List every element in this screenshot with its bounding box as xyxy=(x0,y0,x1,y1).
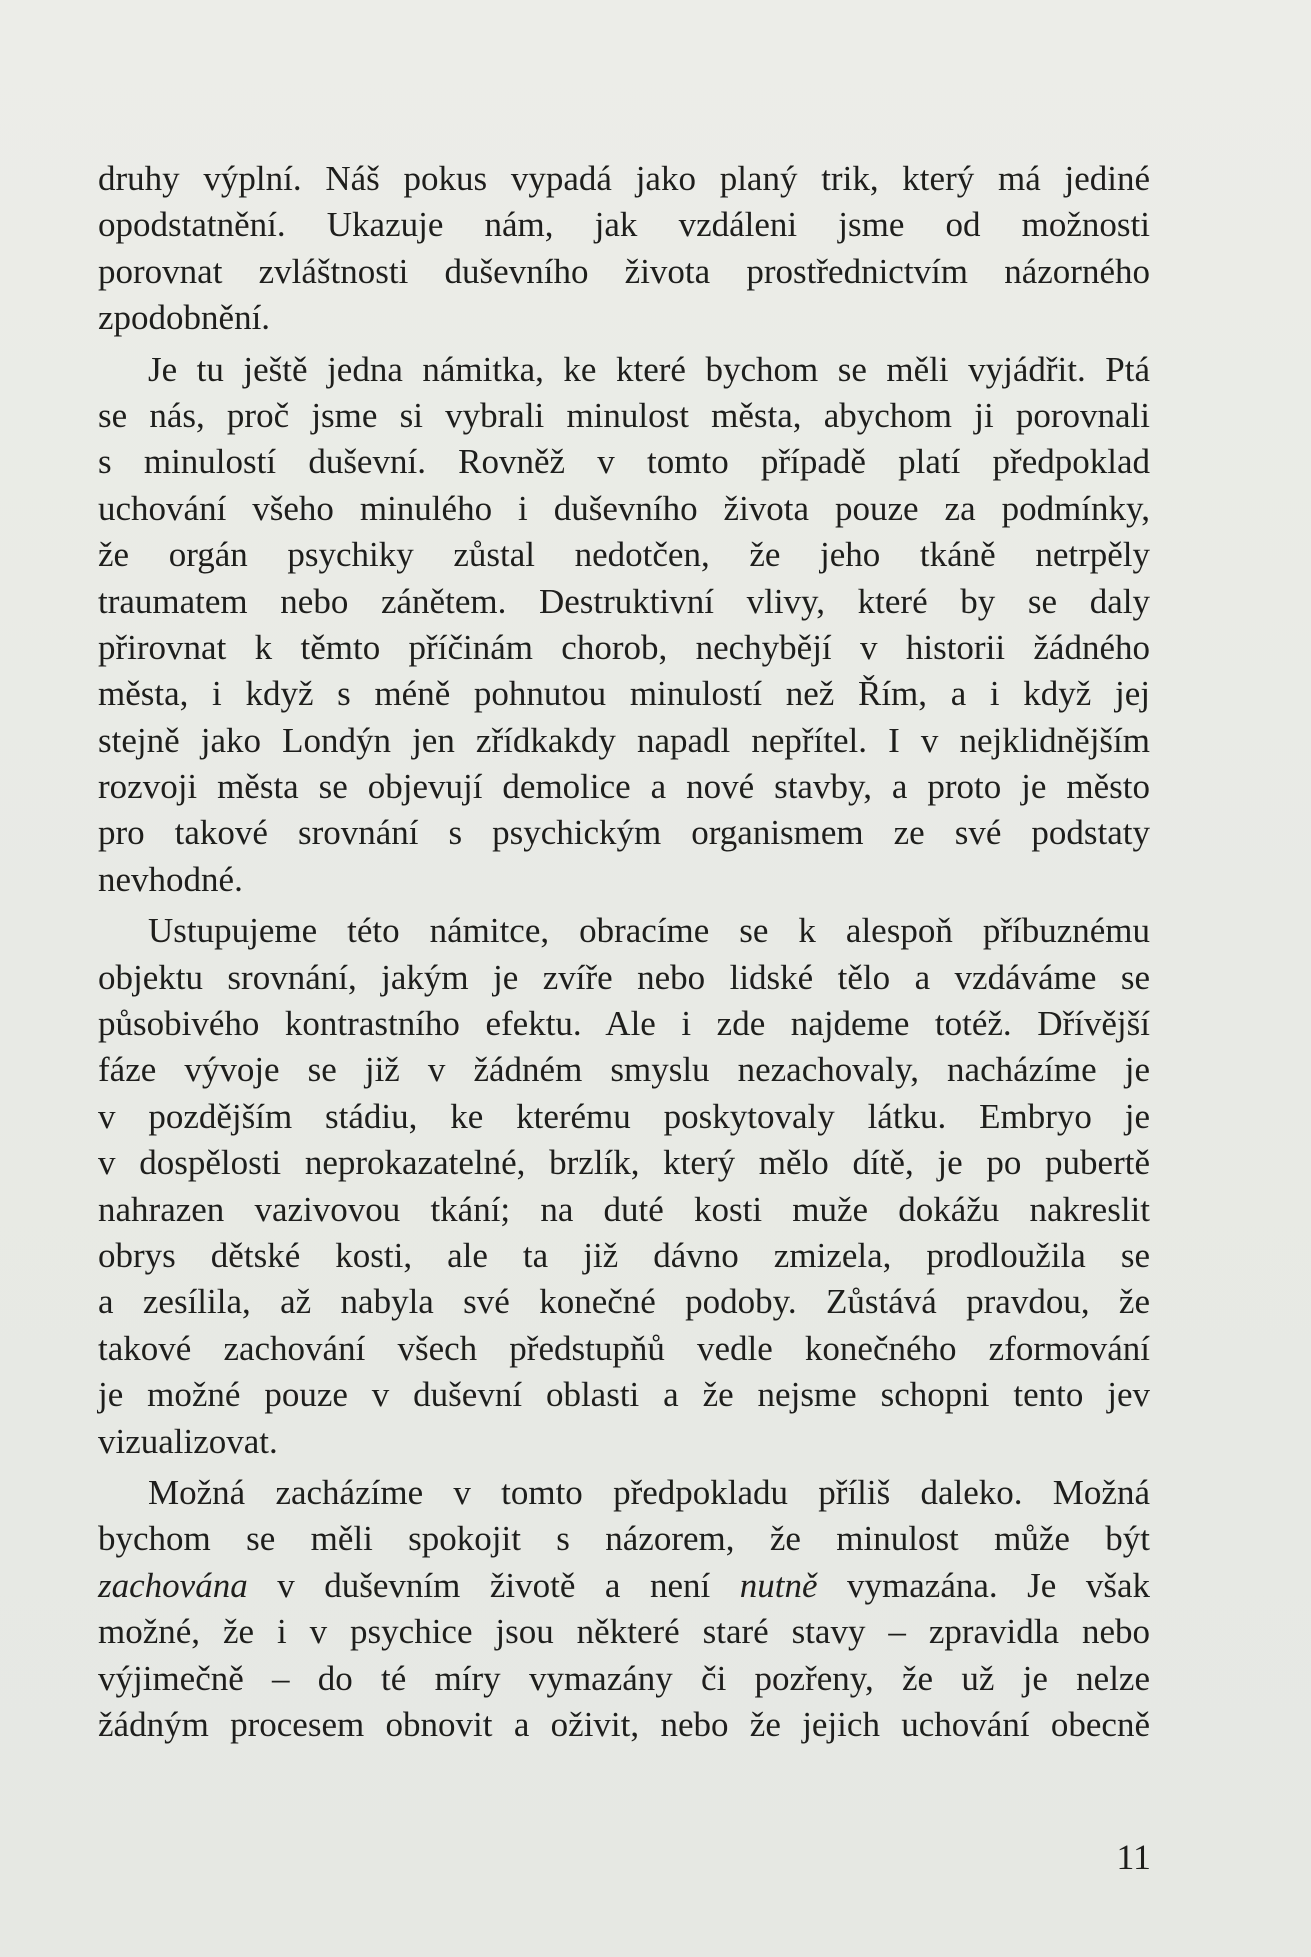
text-line: Je tu ještě jedna námitka, ke které bychom se měli vyjádřit. Ptá xyxy=(148,349,1150,389)
text-line: působivého kontrastního efektu. Ale i zde najdeme totéž. Dřívější xyxy=(98,1004,1150,1044)
text-line: obrys dětské kosti, ale ta již dávno zmizela, prodloužila se xyxy=(98,1235,1150,1275)
text-line: uchování všeho minulého i duševního života pouze za podmínky, xyxy=(98,488,1150,528)
text-line: přirovnat k těmto příčinám chorob, nechybějí v historii žádného xyxy=(98,627,1150,667)
text-line: s minulostí duševní. Rovněž v tomto případě platí předpoklad xyxy=(98,442,1150,482)
text-line: stejně jako Londýn jen zřídkakdy napadl nepřítel. I v nejklidnějším xyxy=(98,720,1150,760)
text-line: v dospělosti neprokazatelné, brzlík, který mělo dítě, je po pubertě xyxy=(98,1143,1150,1183)
text-line: rozvoji města se objevují demolice a nové stavby, a proto je město xyxy=(98,767,1150,807)
text-line: traumatem nebo zánětem. Destruktivní vlivy, které by se daly xyxy=(98,581,1150,621)
text-line: možné, že i v psychice jsou některé staré stavy – zpravidla nebo xyxy=(98,1612,1150,1652)
text-line: výjimečně – do té míry vymazány či pozřeny, že už je nelze xyxy=(98,1658,1150,1698)
text-line: že orgán psychiky zůstal nedotčen, že jeho tkáně netrpěly xyxy=(98,535,1150,575)
text-line: nahrazen vazivovou tkání; na duté kosti muže dokážu nakreslit xyxy=(98,1189,1150,1229)
paragraph xyxy=(98,347,1150,904)
text-line: objektu srovnání, jakým je zvíře nebo lidské tělo a vzdáváme se xyxy=(98,957,1150,997)
page-number: 11 xyxy=(1116,1837,1151,1877)
text-segment: vymazána. Je však xyxy=(817,1565,1150,1605)
text-line: města, i když s méně pohnutou minulostí než Řím, a i když jej xyxy=(98,674,1150,714)
body-text xyxy=(98,156,1150,1748)
text-segment: v duševním životě a není xyxy=(247,1565,740,1605)
paragraph xyxy=(98,1470,1150,1748)
text-line: takové zachování všech předstupňů vedle konečného zformování xyxy=(98,1328,1150,1368)
text-line: žádným procesem obnovit a oživit, nebo že jejich uchování obecně xyxy=(98,1704,1150,1744)
paragraph xyxy=(98,908,1150,1465)
text-line: Ustupujeme této námitce, obracíme se k alespoň příbuznému xyxy=(148,911,1150,951)
text-line: se nás, proč jsme si vybrali minulost města, abychom ji porovnali xyxy=(98,395,1150,435)
text-line: bychom se měli spokojit s názorem, že minulost může být xyxy=(98,1519,1150,1559)
text-line: zpodobnění. xyxy=(98,298,271,338)
italic-word: nutně xyxy=(739,1565,818,1605)
paragraph xyxy=(98,156,1150,342)
text-line xyxy=(98,1563,1150,1609)
text-line: fáze vývoje se již v žádném smyslu nezachovaly, nacházíme je xyxy=(98,1050,1150,1090)
text-line: Možná zacházíme v tomto předpokladu příliš daleko. Možná xyxy=(148,1472,1150,1512)
text-line: porovnat zvláštnosti duševního života prostřednictvím názorného xyxy=(98,251,1150,291)
text-line: vizualizovat. xyxy=(98,1421,278,1461)
text-line: pro takové srovnání s psychickým organismem ze své podstaty xyxy=(98,813,1150,853)
text-line: a zesílila, až nabyla své konečné podoby. Zůstává pravdou, že xyxy=(98,1282,1150,1322)
italic-word: zachována xyxy=(98,1565,248,1605)
text-line: druhy výplní. Náš pokus vypadá jako planý trik, který má jediné xyxy=(98,159,1150,198)
text-line: nevhodné. xyxy=(98,859,243,899)
text-line: je možné pouze v duševní oblasti a že nejsme schopni tento jev xyxy=(98,1375,1150,1415)
text-line: v pozdějším stádiu, ke kterému poskytovaly látku. Embryo je xyxy=(98,1096,1150,1136)
text-line: opodstatnění. Ukazuje nám, jak vzdáleni jsme od možnosti xyxy=(98,205,1150,245)
